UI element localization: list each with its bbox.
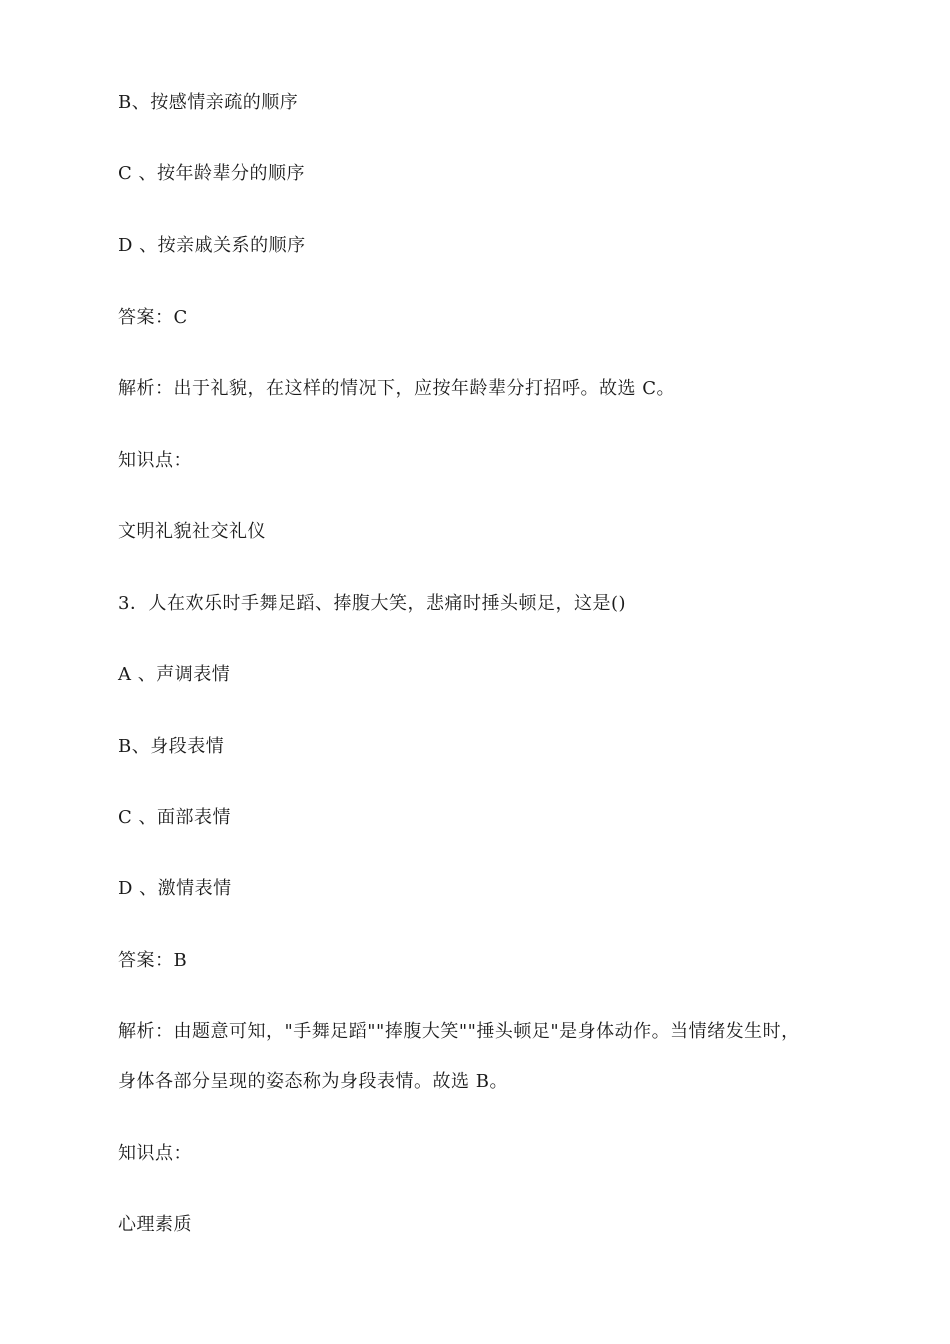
q3-option-d: D 、激情表情: [118, 878, 232, 899]
q2-knowledge-label: 知识点：: [118, 450, 192, 471]
q2-option-c: C 、按年龄辈分的顺序: [118, 163, 305, 184]
q2-knowledge: 文明礼貌社交礼仪: [118, 521, 266, 542]
q3-knowledge-label: 知识点：: [118, 1143, 192, 1164]
q3-option-c: C 、面部表情: [118, 807, 231, 828]
q2-option-b: B、按感情亲疏的顺序: [118, 92, 299, 113]
q2-analysis: 解析：出于礼貌，在这样的情况下，应按年龄辈分打招呼。故选 C。: [118, 378, 675, 399]
q3-analysis-line1: 解析：由题意可知，"手舞足蹈""捧腹大笑""捶头顿足"是身体动作。当情绪发生时，: [118, 1021, 800, 1042]
q2-answer: 答案：C: [118, 307, 188, 328]
q3-analysis-line2: 身体各部分呈现的姿态称为身段表情。故选 B。: [118, 1071, 508, 1092]
q2-option-d: D 、按亲戚关系的顺序: [118, 235, 306, 256]
q3-option-a: A 、声调表情: [118, 664, 231, 685]
q3-answer: 答案：B: [118, 950, 188, 971]
q3-question: 3．人在欢乐时手舞足蹈、捧腹大笑，悲痛时捶头顿足，这是(): [118, 593, 626, 614]
q3-knowledge: 心理素质: [118, 1214, 192, 1235]
q3-option-b: B、身段表情: [118, 736, 225, 757]
